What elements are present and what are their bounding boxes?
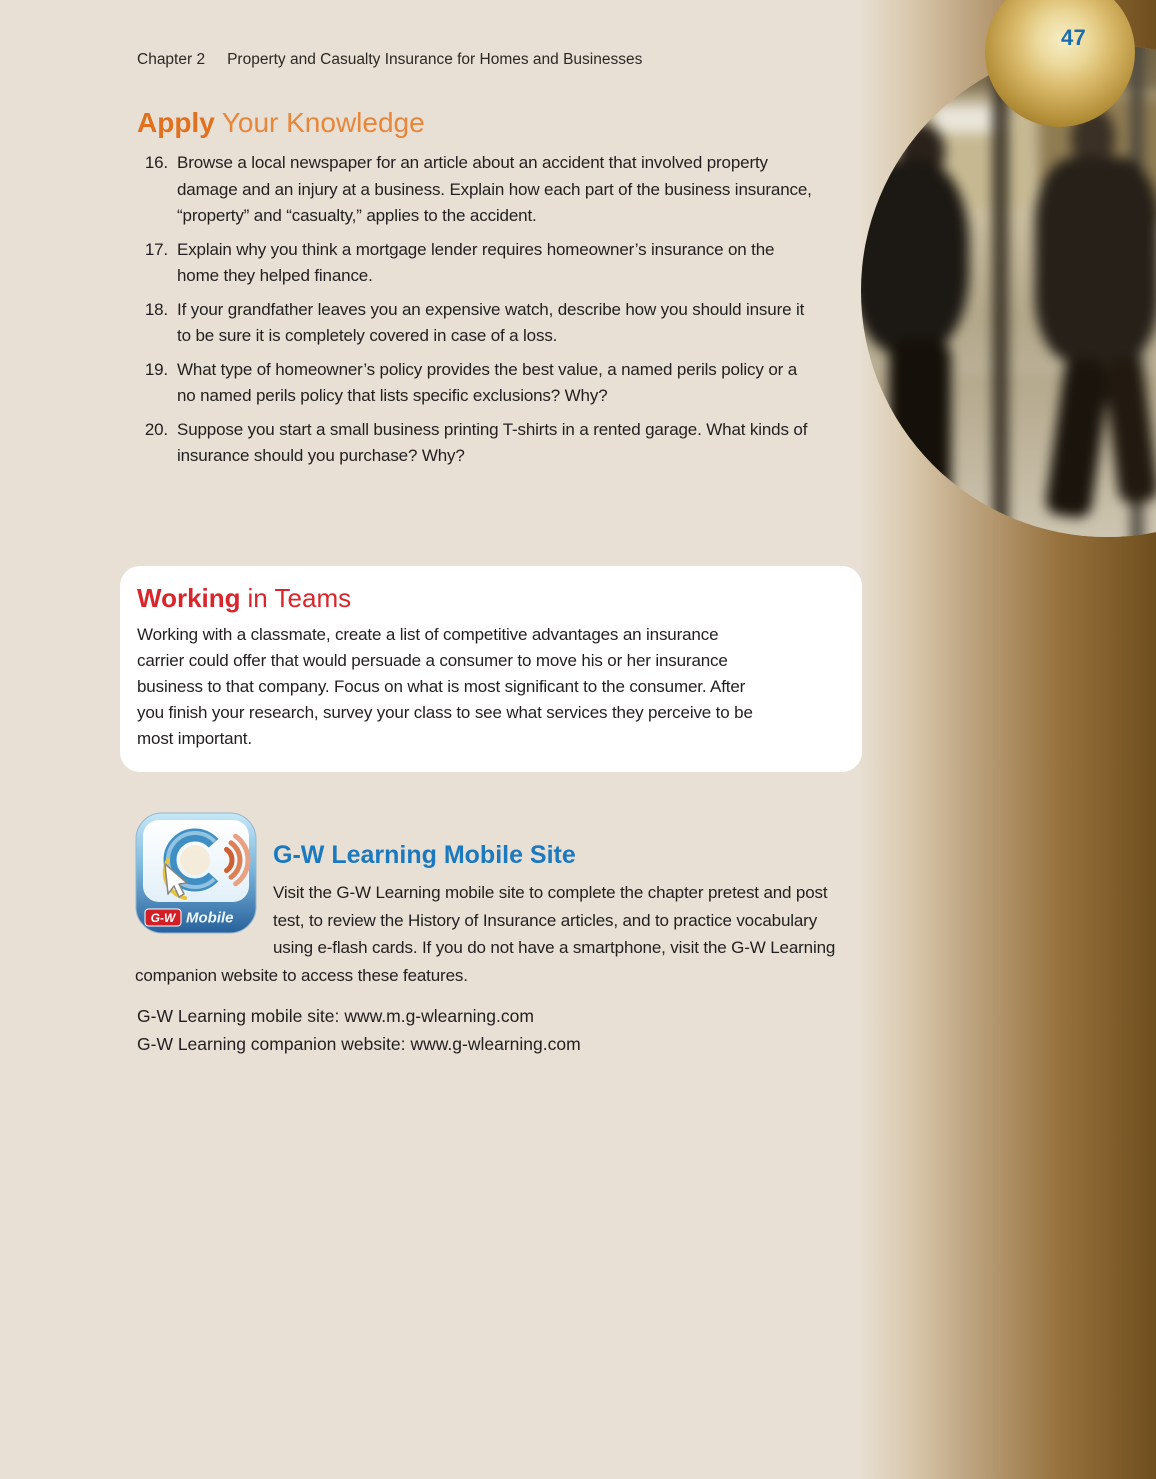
photo-figure (1035, 157, 1156, 363)
list-item-text: What type of homeowner’s policy provides the best value, a named perils policy or a no named perils policy that lists specific exclusions? Why? (177, 359, 798, 405)
office-photo-scene (861, 45, 1156, 537)
list-item-text: Browse a local newspaper for an article about an accident that involved property damage and an injury at a business. Explain how each part of the business insurance, “property” and “casualty,” applies to the accident. (177, 153, 812, 225)
list-item (137, 297, 837, 350)
mobile-site-heading: G-W Learning Mobile Site (273, 841, 576, 869)
working-body-text: Working with a classmate, create a list of competitive advantages an insurance carrier could offer that would persuade a consumer to move his or her insurance business to that company. Focus on what is most significant to the consumer. After you finish your research, survey your class to see what services they perceive to be most important. (137, 625, 753, 748)
mobile-site-body: Visit the G-W Learning mobile site to complete the chapter pretest and post test, to review the History of Insurance articles, and to practice vocabulary using e-flash cards. If you do not have a smartphone, visit the G-W Learning companion website to access these features. (135, 883, 836, 985)
mobile-site-section (135, 810, 841, 989)
chapter-title: Property and Casualty Insurance for Homes and Businesses (227, 51, 643, 68)
working-heading-rest: in Teams (247, 583, 352, 613)
apply-question-list (137, 150, 837, 477)
list-item-number: 16. (144, 153, 168, 172)
list-item-number: 19. (144, 359, 168, 379)
chapter-label: Chapter 2 (137, 51, 206, 68)
mobile-site-links (137, 1002, 581, 1058)
list-item-number: 17. (144, 239, 168, 259)
list-item-text: Suppose you start a small business printing T-shirts in a rented garage. What kinds of insurance should you purchase? Why? (177, 419, 808, 465)
list-item (137, 150, 837, 230)
page-number: 47 (1061, 25, 1087, 50)
mobile-label-text: Mobile (186, 909, 234, 927)
office-photo-circle (861, 45, 1156, 537)
working-in-teams-box (120, 566, 862, 772)
list-item (137, 357, 837, 410)
apply-heading (137, 106, 425, 140)
apply-heading-bold: Apply (137, 107, 215, 138)
companion-site-url: www.g-wlearning.com (410, 1034, 581, 1054)
list-item-text: Explain why you think a mortgage lender requires homeowner’s insurance on the home they helped finance. (177, 239, 775, 285)
running-head (137, 51, 642, 69)
mobile-site-link-line (137, 1002, 581, 1030)
list-item-number: 18. (144, 299, 168, 319)
working-heading-bold: Working (137, 583, 241, 613)
photo-shape (993, 45, 1008, 537)
list-item-text: If your grandfather leaves you an expensive watch, describe how you should insure it to be sure it is completely covered in case of a loss. (177, 299, 805, 345)
gw-mobile-app-icon (135, 812, 257, 934)
list-item (137, 417, 837, 470)
companion-site-link-line (137, 1030, 581, 1058)
list-item-number: 20. (144, 419, 168, 439)
list-item (137, 237, 837, 290)
mobile-site-url: www.m.g-wlearning.com (344, 1006, 534, 1026)
photo-figure (861, 159, 969, 355)
gw-badge-text: G-W (150, 911, 176, 925)
c-logo-center (180, 845, 210, 875)
photo-figure (889, 339, 951, 507)
companion-site-link-label: G-W Learning companion website: (137, 1034, 406, 1054)
working-heading (137, 582, 842, 614)
apply-heading-rest: Your Knowledge (221, 107, 425, 138)
mobile-site-link-label: G-W Learning mobile site: (137, 1006, 340, 1026)
